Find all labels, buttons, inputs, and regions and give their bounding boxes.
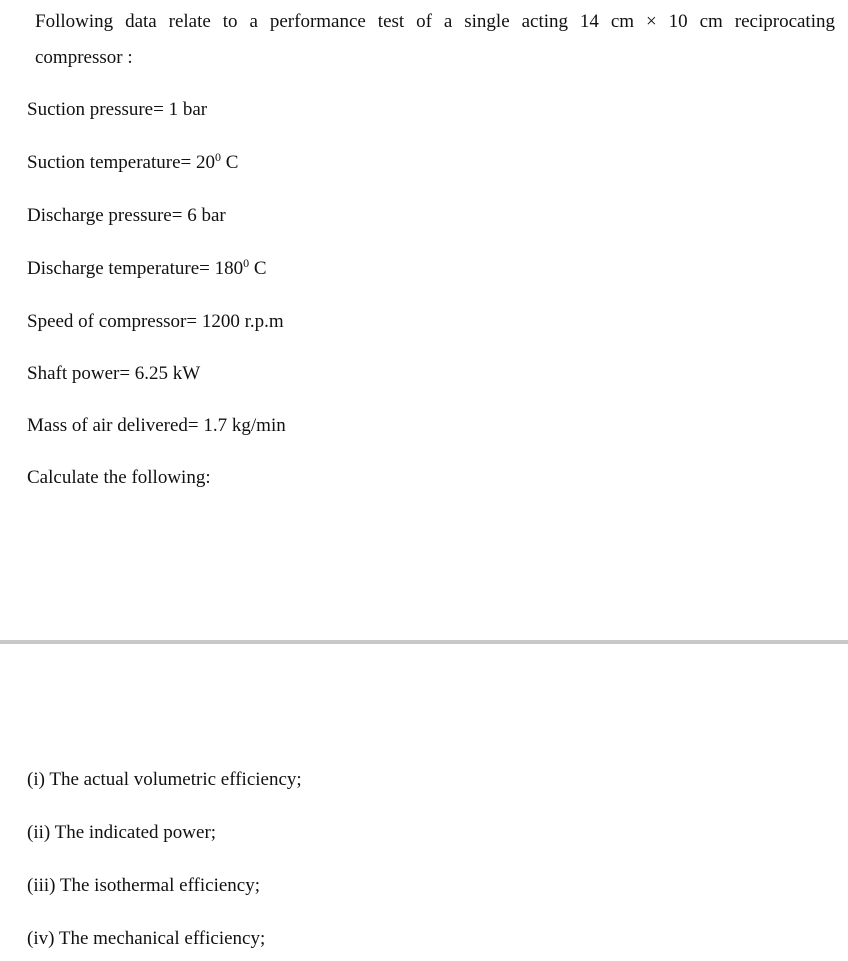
- calculate-heading: Calculate the following:: [27, 467, 211, 488]
- question-iii: (iii) The isothermal efficiency;: [27, 875, 261, 896]
- suction-pressure: Suction pressure= 1 bar: [27, 99, 208, 120]
- shaft-power: Shaft power= 6.25 kW: [27, 363, 201, 384]
- discharge-temperature: Discharge temperature= $180^0$ C: [27, 256, 267, 279]
- intro-line-2: compressor :: [35, 47, 133, 68]
- suction-temperature: Suction temperature= $20^0$ C: [27, 150, 239, 173]
- degree-superscript: 0: [243, 256, 250, 270]
- intro-line-1: Following data relate to a performance test of a single acting 14 cm × 10 cm reciprocating: [35, 11, 835, 32]
- question-i: (i) The actual volumetric efficiency;: [27, 769, 302, 790]
- mass-of-air-delivered: Mass of air delivered= 1.7 kg/min: [27, 415, 286, 436]
- degree-superscript: 0: [215, 150, 221, 164]
- question-iv: (iv) The mechanical efficiency;: [27, 928, 266, 949]
- question-ii: (ii) The indicated power;: [27, 822, 217, 843]
- compressor-speed: Speed of compressor= 1200 r.p.m: [27, 311, 284, 332]
- page-divider: [0, 640, 848, 644]
- discharge-pressure: Discharge pressure= 6 bar: [27, 205, 226, 226]
